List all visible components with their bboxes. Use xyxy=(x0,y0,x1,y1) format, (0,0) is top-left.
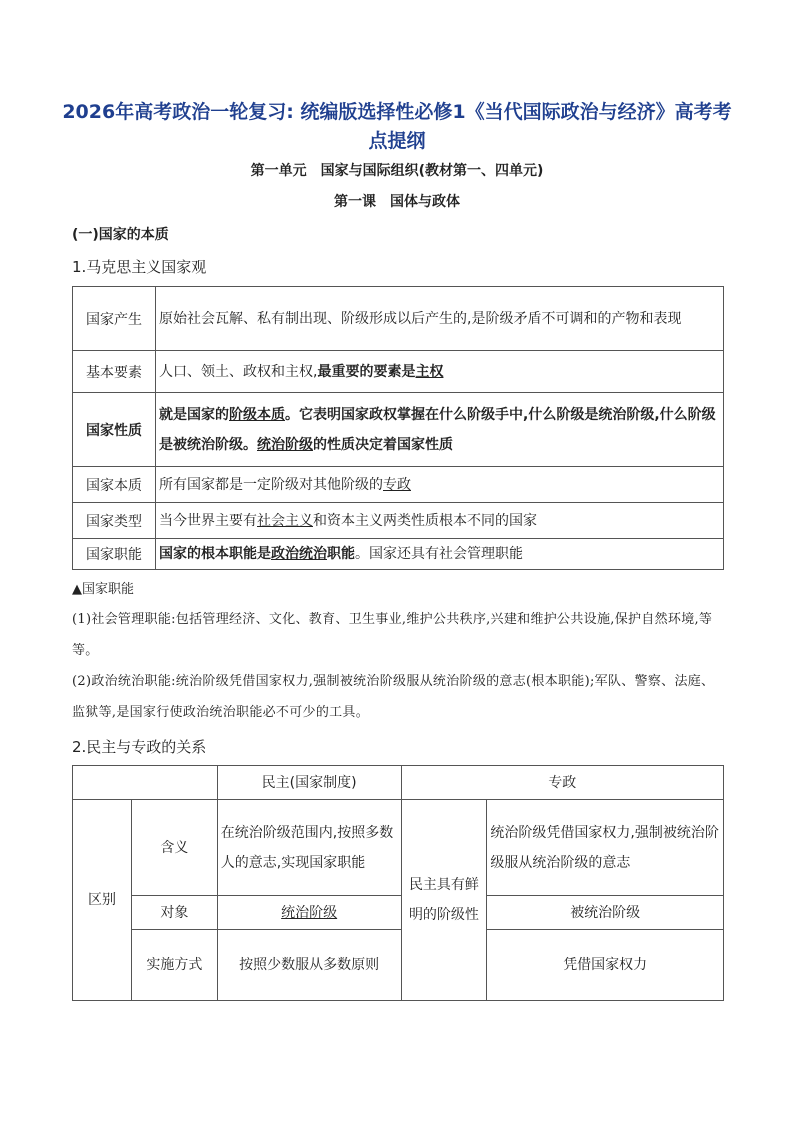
row-group-label: 区别 xyxy=(73,800,132,1001)
table-row xyxy=(73,800,724,896)
row-label: 对象 xyxy=(131,896,217,930)
row-value xyxy=(156,351,724,393)
dictatorship-cell: 统治阶级凭借国家权力,强制被统治阶级服从统治阶级的意志 xyxy=(487,800,724,896)
table-row xyxy=(73,351,724,393)
note-paragraph-1: (1)社会管理职能:包括管理经济、文化、教育、卫生事业,维护公共秩序,兴建和维护公共设施,保护自然环境,等等。 xyxy=(72,612,713,658)
underlined-text: 社会主义 xyxy=(257,512,313,529)
text-run: 当今世界主要有 xyxy=(159,512,257,529)
empty-header-cell xyxy=(73,766,218,800)
underlined-text: 主权 xyxy=(415,363,444,380)
underlined-text: 统治阶级 xyxy=(257,436,313,453)
table-row xyxy=(73,467,724,503)
marxist-state-table xyxy=(72,286,724,570)
row-key: 国家产生 xyxy=(73,287,156,351)
row-value xyxy=(156,503,724,539)
bold-text: 职能 xyxy=(327,546,355,562)
lesson-heading: 第一课 国体与政体 xyxy=(334,194,460,210)
row-key: 基本要素 xyxy=(73,351,156,393)
text-run: 所有国家都是一定阶级对其他阶级的 xyxy=(159,476,383,493)
table-row xyxy=(73,766,724,800)
document-title: 2026年高考政治一轮复习: 统编版选择性必修1《当代国际政治与经济》高考考点提纲 xyxy=(62,101,732,152)
table-row xyxy=(73,287,724,351)
subsection-heading-2: 2.民主与专政的关系 xyxy=(72,738,207,756)
table-row xyxy=(73,896,724,930)
subsection-heading-1: 1.马克思主义国家观 xyxy=(72,258,207,276)
table-row xyxy=(73,539,724,570)
table-row xyxy=(73,393,724,467)
underlined-text: 专政 xyxy=(383,476,411,493)
header-dictatorship: 专政 xyxy=(401,766,724,800)
text-run: 和资本主义两类性质根本不同的国家 xyxy=(313,512,537,529)
row-key: 国家性质 xyxy=(73,393,156,467)
row-value xyxy=(156,467,724,503)
row-value: 原始社会瓦解、私有制出现、阶级形成以后产生的,是阶级矛盾不可调和的产物和表现 xyxy=(156,287,724,351)
text-run: 人口、领土、政权和主权, xyxy=(159,363,318,380)
row-value xyxy=(156,539,724,570)
dictatorship-cell: 被统治阶级 xyxy=(487,896,724,930)
merged-note-cell: 民主具有鲜明的阶级性 xyxy=(401,800,487,1001)
text-run: 的性质决定着国家性质 xyxy=(313,436,453,453)
row-label: 含义 xyxy=(131,800,217,896)
text-run: 。它表明国家政权掌握在什么阶级手中,什么阶级是统治阶级,什么阶级是被统治阶级。 xyxy=(159,406,716,453)
row-key: 国家本质 xyxy=(73,467,156,503)
bold-text: 国家的根本职能是 xyxy=(159,546,271,562)
text-run: 。国家还具有社会管理职能 xyxy=(355,546,523,562)
row-label: 实施方式 xyxy=(131,930,217,1001)
underlined-text: 阶级本质 xyxy=(229,406,285,423)
democracy-dictatorship-table xyxy=(72,765,724,1001)
row-key: 国家类型 xyxy=(73,503,156,539)
header-democracy: 民主(国家制度) xyxy=(217,766,401,800)
democracy-cell: 统治阶级 xyxy=(217,896,401,930)
section-heading: (一)国家的本质 xyxy=(72,227,169,243)
note-heading: ▲国家职能 xyxy=(72,582,134,597)
row-key: 国家职能 xyxy=(73,539,156,570)
note-paragraph-2: (2)政治统治职能:统治阶级凭借国家权力,强制被统治阶级服从统治阶级的意志(根本职能);军队、警察、法庭、监狱等,是国家行使政治统治职能必不可少的工具。 xyxy=(72,674,715,720)
dictatorship-cell: 凭借国家权力 xyxy=(487,930,724,1001)
unit-heading: 第一单元 国家与国际组织(教材第一、四单元) xyxy=(250,163,544,179)
row-value xyxy=(156,393,724,467)
table-row xyxy=(73,503,724,539)
democracy-cell: 在统治阶级范围内,按照多数人的意志,实现国家职能 xyxy=(217,800,401,896)
text-run: 就是国家的 xyxy=(159,406,229,423)
underlined-text: 政治统治 xyxy=(271,546,327,562)
table-row xyxy=(73,930,724,1001)
bold-text: 最重要的要素是 xyxy=(317,363,416,380)
democracy-cell: 按照少数服从多数原则 xyxy=(217,930,401,1001)
